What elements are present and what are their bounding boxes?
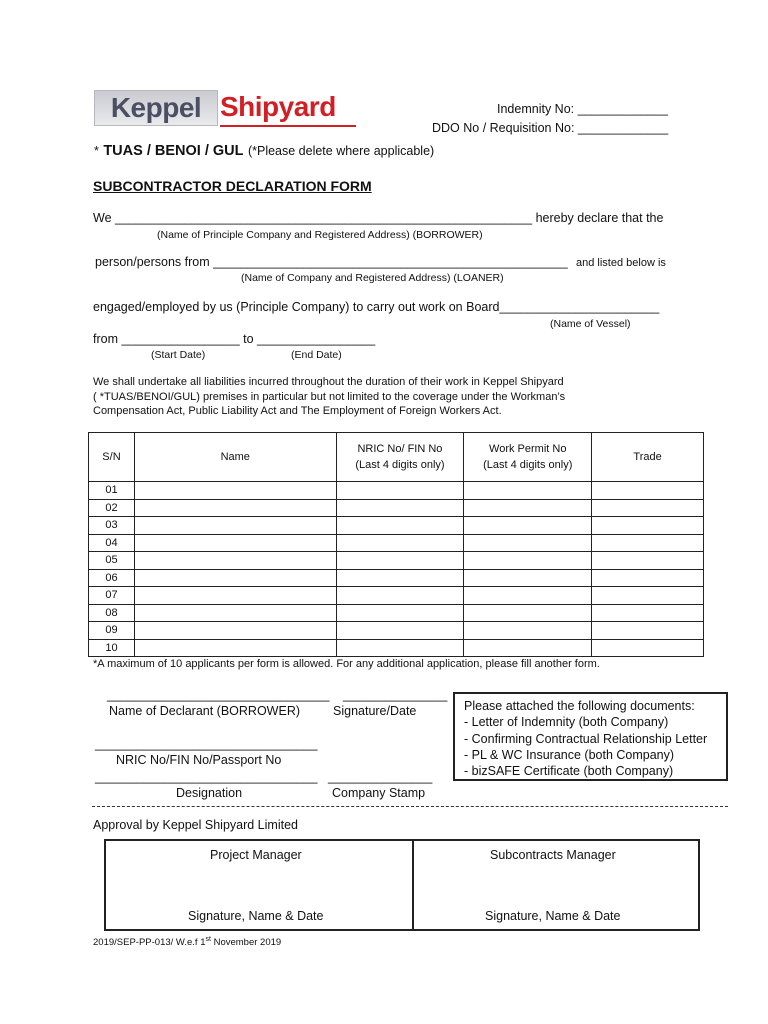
trade-cell[interactable] bbox=[592, 482, 704, 500]
document-item: - Letter of Indemnity (both Company) bbox=[464, 715, 669, 730]
company-logo bbox=[94, 90, 356, 126]
borrower-caption: (Name of Principle Company and Registered Address) (BORROWER) bbox=[157, 229, 483, 241]
nric-cell[interactable] bbox=[336, 517, 464, 535]
form-title: SUBCONTRACTOR DECLARATION FORM bbox=[93, 178, 372, 194]
table-row bbox=[89, 569, 704, 587]
nric-cell[interactable] bbox=[336, 604, 464, 622]
header-wp-line2: (Last 4 digits only) bbox=[483, 459, 573, 471]
approval-divider bbox=[412, 841, 414, 929]
subcontracts-manager-signature[interactable]: Signature, Name & Date bbox=[485, 909, 621, 923]
trade-cell[interactable] bbox=[592, 569, 704, 587]
row-sn: 06 bbox=[89, 569, 135, 587]
logo-keppel: Keppel bbox=[94, 90, 218, 126]
liability-line-3: Compensation Act, Public Liability Act and The Employment of Foreign Workers Act. bbox=[93, 405, 502, 417]
name-cell[interactable] bbox=[134, 604, 336, 622]
yard-note: (*Please delete where applicable) bbox=[247, 144, 435, 158]
name-cell[interactable] bbox=[134, 517, 336, 535]
header-nric-line1: NRIC No/ FIN No bbox=[357, 443, 443, 455]
declarant-name-line[interactable]: ________________________________ bbox=[107, 688, 330, 702]
table-row bbox=[89, 639, 704, 657]
name-cell[interactable] bbox=[134, 587, 336, 605]
row-sn: 07 bbox=[89, 587, 135, 605]
logo-shipyard: Shipyard bbox=[220, 91, 336, 122]
row-sn: 05 bbox=[89, 552, 135, 570]
trade-cell[interactable] bbox=[592, 534, 704, 552]
liability-line-2: ( *TUAS/BENOI/GUL) premises in particular but not limited to the coverage under the Workman’s bbox=[93, 391, 566, 403]
company-stamp-line[interactable]: _______________ bbox=[328, 770, 433, 784]
nric-cell[interactable] bbox=[336, 622, 464, 640]
yard-line bbox=[94, 142, 434, 160]
documents-title: Please attached the following documents: bbox=[464, 699, 695, 713]
footer-rest: November 2019 bbox=[210, 937, 282, 949]
end-date-caption: (End Date) bbox=[291, 349, 342, 361]
indemnity-no-field[interactable]: Indemnity No: _____________ bbox=[497, 102, 668, 116]
header-nric-line2: (Last 4 digits only) bbox=[355, 459, 445, 471]
date-range-line[interactable]: from _________________ to _________________ bbox=[93, 332, 376, 346]
header-work-permit bbox=[464, 433, 592, 482]
table-row bbox=[89, 587, 704, 605]
liability-line-1: We shall undertake all liabilities incurred throughout the duration of their work in Keppel Shipyard bbox=[93, 376, 564, 388]
vessel-line[interactable]: engaged/employed by us (Principle Company) to carry out work on Board_______________________ bbox=[93, 300, 660, 314]
borrower-line[interactable]: We ____________________________________________________________ hereby declare that the bbox=[93, 211, 664, 225]
work-permit-cell[interactable] bbox=[464, 604, 592, 622]
row-sn: 04 bbox=[89, 534, 135, 552]
name-cell[interactable] bbox=[134, 552, 336, 570]
document-item: - Confirming Contractual Relationship Letter bbox=[464, 731, 708, 746]
document-item: - bizSAFE Certificate (both Company) bbox=[464, 764, 674, 779]
loaner-caption: (Name of Company and Registered Address) (LOANER) bbox=[241, 272, 504, 284]
name-cell[interactable] bbox=[134, 569, 336, 587]
work-permit-cell[interactable] bbox=[464, 569, 592, 587]
signature-date-line[interactable]: _______________ bbox=[343, 688, 448, 702]
nric-passport-label: NRIC No/FIN No/Passport No bbox=[116, 753, 282, 767]
nric-cell[interactable] bbox=[336, 499, 464, 517]
header-nric bbox=[336, 433, 464, 482]
nric-passport-line[interactable]: ________________________________ bbox=[95, 737, 318, 751]
row-sn: 03 bbox=[89, 517, 135, 535]
required-documents-box bbox=[453, 692, 728, 781]
table-row bbox=[89, 534, 704, 552]
header-sn: S/N bbox=[89, 433, 135, 482]
yard-star: * bbox=[94, 144, 99, 158]
logo-underline bbox=[220, 125, 356, 127]
name-cell[interactable] bbox=[134, 499, 336, 517]
vessel-caption: (Name of Vessel) bbox=[550, 318, 631, 330]
name-cell[interactable] bbox=[134, 482, 336, 500]
table-note: *A maximum of 10 applicants per form is allowed. For any additional application, please fill another form. bbox=[93, 658, 600, 670]
nric-cell[interactable] bbox=[336, 639, 464, 657]
header-name: Name bbox=[134, 433, 336, 482]
name-cell[interactable] bbox=[134, 639, 336, 657]
yard-options: TUAS / BENOI / GUL bbox=[103, 143, 244, 159]
nric-cell[interactable] bbox=[336, 569, 464, 587]
table-header-row bbox=[89, 433, 704, 482]
trade-cell[interactable] bbox=[592, 604, 704, 622]
subcontracts-manager-title: Subcontracts Manager bbox=[490, 848, 616, 862]
applicant-table bbox=[88, 432, 704, 657]
row-sn: 09 bbox=[89, 622, 135, 640]
work-permit-cell[interactable] bbox=[464, 639, 592, 657]
footer-code: 2019/SEP-PP-013/ W.e.f 1 bbox=[93, 937, 206, 949]
work-permit-cell[interactable] bbox=[464, 587, 592, 605]
start-date-caption: (Start Date) bbox=[151, 349, 206, 361]
table-row bbox=[89, 622, 704, 640]
trade-cell[interactable] bbox=[592, 517, 704, 535]
name-cell[interactable] bbox=[134, 622, 336, 640]
nric-cell[interactable] bbox=[336, 587, 464, 605]
trade-cell[interactable] bbox=[592, 587, 704, 605]
work-permit-cell[interactable] bbox=[464, 534, 592, 552]
trade-cell[interactable] bbox=[592, 639, 704, 657]
footer-sup: st bbox=[205, 936, 211, 943]
loaner-tail: and listed below is bbox=[576, 257, 666, 269]
dashed-divider bbox=[92, 806, 728, 807]
table-row bbox=[89, 552, 704, 570]
header-trade: Trade bbox=[592, 433, 704, 482]
row-sn: 08 bbox=[89, 604, 135, 622]
work-permit-cell[interactable] bbox=[464, 517, 592, 535]
nric-cell[interactable] bbox=[336, 552, 464, 570]
trade-cell[interactable] bbox=[592, 552, 704, 570]
declarant-name-label: Name of Declarant (BORROWER) bbox=[109, 704, 301, 718]
signature-date-label: Signature/Date bbox=[333, 704, 417, 718]
designation-label: Designation bbox=[176, 786, 243, 800]
row-sn: 01 bbox=[89, 482, 135, 500]
loaner-line[interactable]: person/persons from ___________________________________________________ bbox=[95, 255, 568, 269]
project-manager-title: Project Manager bbox=[210, 848, 302, 862]
approval-heading: Approval by Keppel Shipyard Limited bbox=[93, 818, 298, 832]
designation-line[interactable]: ________________________________ bbox=[95, 770, 318, 784]
table-row bbox=[89, 604, 704, 622]
work-permit-cell[interactable] bbox=[464, 552, 592, 570]
trade-cell[interactable] bbox=[592, 499, 704, 517]
ddo-requisition-field[interactable]: DDO No / Requisition No: _____________ bbox=[432, 121, 669, 135]
table-row bbox=[89, 499, 704, 517]
nric-cell[interactable] bbox=[336, 482, 464, 500]
company-stamp-label: Company Stamp bbox=[332, 786, 426, 800]
table-row bbox=[89, 482, 704, 500]
project-manager-signature[interactable]: Signature, Name & Date bbox=[188, 909, 324, 923]
name-cell[interactable] bbox=[134, 534, 336, 552]
row-sn: 02 bbox=[89, 499, 135, 517]
nric-cell[interactable] bbox=[336, 534, 464, 552]
work-permit-cell[interactable] bbox=[464, 622, 592, 640]
work-permit-cell[interactable] bbox=[464, 499, 592, 517]
table-row bbox=[89, 517, 704, 535]
header-wp-line1: Work Permit No bbox=[489, 443, 567, 455]
document-item: - PL & WC Insurance (both Company) bbox=[464, 747, 675, 762]
trade-cell[interactable] bbox=[592, 622, 704, 640]
form-code-footer bbox=[93, 936, 281, 948]
row-sn: 10 bbox=[89, 639, 135, 657]
approval-box bbox=[104, 839, 700, 931]
work-permit-cell[interactable] bbox=[464, 482, 592, 500]
